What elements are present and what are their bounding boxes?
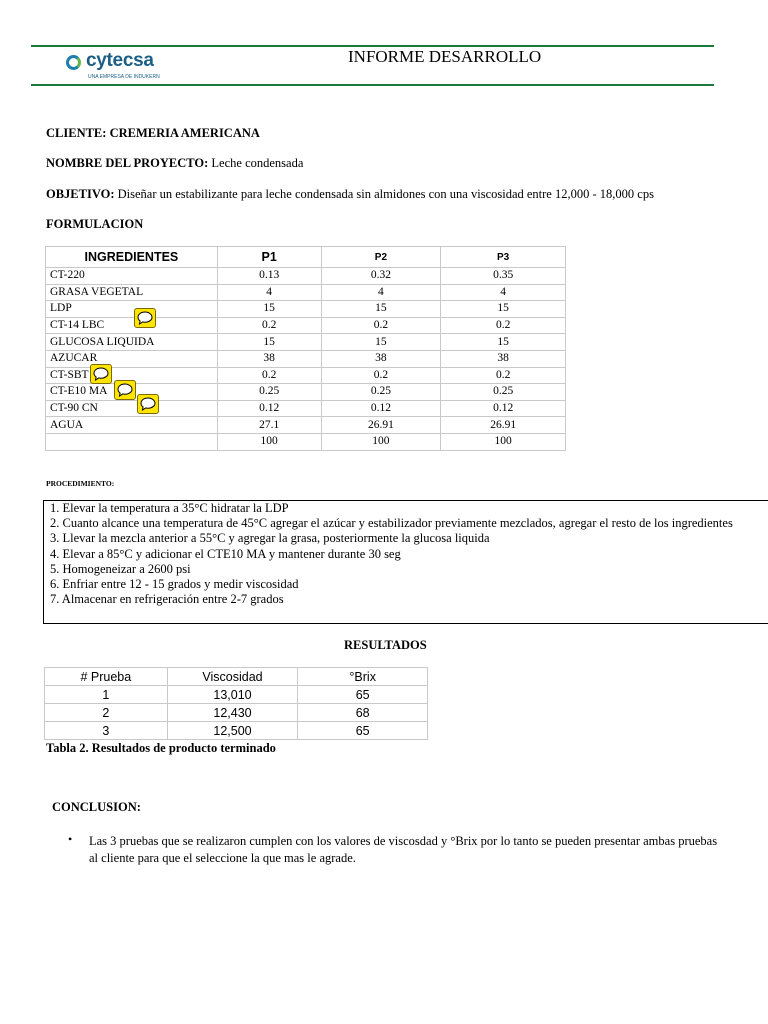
project-label: NOMBRE DEL PROYECTO:	[46, 156, 209, 170]
ingredient-name-cell: CT-SBT	[46, 367, 218, 384]
ingredient-name-cell: CT-14 LBC	[46, 317, 218, 334]
procedure-step: 6. Enfriar entre 12 - 15 grados y medir viscosidad	[50, 577, 299, 592]
formulation-row	[46, 284, 566, 301]
ingredient-name-cell: CT-90 CN	[46, 400, 218, 417]
ingredient-value-cell: 15	[321, 301, 441, 318]
brix-cell: 65	[298, 686, 428, 704]
logo-subtitle: UNA EMPRESA DE INDUKERN	[88, 74, 160, 80]
prueba-cell: 3	[45, 722, 168, 740]
ingredient-value-cell: 0.2	[441, 367, 566, 384]
ingredient-value-cell: 0.25	[441, 384, 566, 401]
results-row	[45, 704, 428, 722]
logo-text: cytecsa	[86, 50, 154, 71]
ingredient-value-cell: 0.32	[321, 268, 441, 285]
header-brix: °Brix	[298, 668, 428, 686]
ingredient-value-cell: 100	[217, 433, 321, 450]
ingredient-value-cell: 15	[217, 334, 321, 351]
ingredient-value-cell: 0.2	[321, 367, 441, 384]
client-value: CREMERIA AMERICANA	[109, 126, 260, 140]
results-caption: Tabla 2. Resultados de producto terminado	[46, 741, 276, 755]
document-title: INFORME DESARROLLO	[348, 47, 542, 66]
ingredient-name-cell: AZUCAR	[46, 350, 218, 367]
ingredient-value-cell: 26.91	[441, 417, 566, 434]
company-logo	[66, 52, 176, 88]
ingredient-value-cell: 0.2	[217, 367, 321, 384]
conclusion-title: CONCLUSION:	[52, 800, 141, 814]
ingredient-value-cell: 0.35	[441, 268, 566, 285]
header-viscosidad: Viscosidad	[167, 668, 298, 686]
formulation-row	[46, 417, 566, 434]
ingredient-value-cell: 15	[217, 301, 321, 318]
ingredient-value-cell: 0.12	[441, 400, 566, 417]
viscosidad-cell: 13,010	[167, 686, 298, 704]
formulation-row	[46, 350, 566, 367]
ingredient-name-cell: CT-E10 MA	[46, 384, 218, 401]
procedure-title: PROCEDIMIENTO:	[46, 479, 115, 488]
ingredient-name-cell: CT-220	[46, 268, 218, 285]
formulation-row	[46, 268, 566, 285]
ingredient-value-cell: 0.25	[217, 384, 321, 401]
ingredient-name-cell: GLUCOSA LIQUIDA	[46, 334, 218, 351]
formulation-label: FORMULACION	[46, 217, 144, 231]
prueba-cell: 1	[45, 686, 168, 704]
procedure-box	[43, 500, 768, 624]
results-title: RESULTADOS	[344, 638, 427, 652]
conclusion-text: Las 3 pruebas que se realizaron cumplen con los valores de viscosdad y °Brix por lo tanto se pueden presentar ambas pruebas al cliente para que el seleccione la que mas le agrade.	[89, 834, 718, 865]
formulation-row	[46, 334, 566, 351]
ingredient-value-cell: 0.2	[217, 317, 321, 334]
client-line	[46, 126, 260, 141]
ingredient-value-cell: 4	[441, 284, 566, 301]
comment-icon[interactable]	[90, 364, 112, 384]
header-p3: P3	[441, 247, 566, 268]
header-p1: P1	[217, 247, 321, 268]
results-row	[45, 722, 428, 740]
project-value: Leche condensada	[211, 156, 304, 170]
comment-icon[interactable]	[137, 394, 159, 414]
brix-cell: 65	[298, 722, 428, 740]
ingredient-name-cell: AGUA	[46, 417, 218, 434]
objective-value: Diseñar un estabilizante para leche condensada sin almidones con una viscosidad entre 12,000 - 18,000 cps	[117, 187, 654, 201]
brix-cell: 68	[298, 704, 428, 722]
ingredient-name-cell	[46, 433, 218, 450]
ingredient-value-cell: 100	[441, 433, 566, 450]
procedure-step: 2. Cuanto alcance una temperatura de 45°C agregar el azúcar y estabilizador previamente mezclados, agregar el resto de los ingredientes	[50, 516, 733, 531]
ingredient-value-cell: 38	[441, 350, 566, 367]
results-row	[45, 686, 428, 704]
project-line	[46, 156, 303, 171]
ingredient-value-cell: 38	[217, 350, 321, 367]
formulation-row	[46, 301, 566, 318]
comment-icon[interactable]	[114, 380, 136, 400]
ingredient-value-cell: 15	[441, 334, 566, 351]
procedure-step: 5. Homogeneizar a 2600 psi	[50, 561, 191, 576]
ingredient-value-cell: 0.25	[321, 384, 441, 401]
ingredient-value-cell: 0.12	[321, 400, 441, 417]
procedure-step: 4. Elevar a 85°C y adicionar el CTE10 MA y mantener durante 30 seg	[50, 546, 401, 561]
header-prueba: # Prueba	[45, 668, 168, 686]
results-header-row	[45, 668, 428, 686]
prueba-cell: 2	[45, 704, 168, 722]
procedure-step: 1. Elevar la temperatura a 35°C hidratar la LDP	[50, 501, 289, 515]
procedure-step: 7. Almacenar en refrigeración entre 2-7 grados	[50, 592, 284, 607]
formulation-row	[46, 400, 566, 417]
results-table	[44, 667, 428, 740]
header-ingredientes: INGREDIENTES	[46, 247, 218, 268]
bullet-icon: •	[68, 832, 73, 846]
ingredient-value-cell: 4	[321, 284, 441, 301]
ingredient-value-cell: 0.2	[321, 317, 441, 334]
ingredient-value-cell: 15	[441, 301, 566, 318]
ingredient-value-cell: 15	[321, 334, 441, 351]
objective-line	[46, 187, 654, 202]
ingredient-name-cell: GRASA VEGETAL	[46, 284, 218, 301]
header-p2: P2	[321, 247, 441, 268]
logo-ring-icon	[66, 55, 81, 70]
ingredient-value-cell: 0.12	[217, 400, 321, 417]
ingredient-value-cell: 0.2	[441, 317, 566, 334]
header-bottom-rule	[31, 84, 714, 86]
formulation-table	[45, 246, 566, 451]
viscosidad-cell: 12,430	[167, 704, 298, 722]
viscosidad-cell: 12,500	[167, 722, 298, 740]
ingredient-value-cell: 4	[217, 284, 321, 301]
formulation-row	[46, 433, 566, 450]
ingredient-value-cell: 27.1	[217, 417, 321, 434]
formulation-header-row	[46, 247, 566, 268]
ingredient-name-cell: LDP	[46, 301, 218, 318]
formulation-row	[46, 317, 566, 334]
client-label: CLIENTE:	[46, 126, 107, 140]
ingredient-value-cell: 26.91	[321, 417, 441, 434]
ingredient-value-cell: 100	[321, 433, 441, 450]
ingredient-value-cell: 0.13	[217, 268, 321, 285]
comment-icon[interactable]	[134, 308, 156, 328]
procedure-step: 3. Llevar la mezcla anterior a 55°C y agregar la grasa, posteriormente la glucosa liquida	[50, 531, 490, 546]
ingredient-value-cell: 38	[321, 350, 441, 367]
objective-label: OBJETIVO:	[46, 187, 115, 201]
